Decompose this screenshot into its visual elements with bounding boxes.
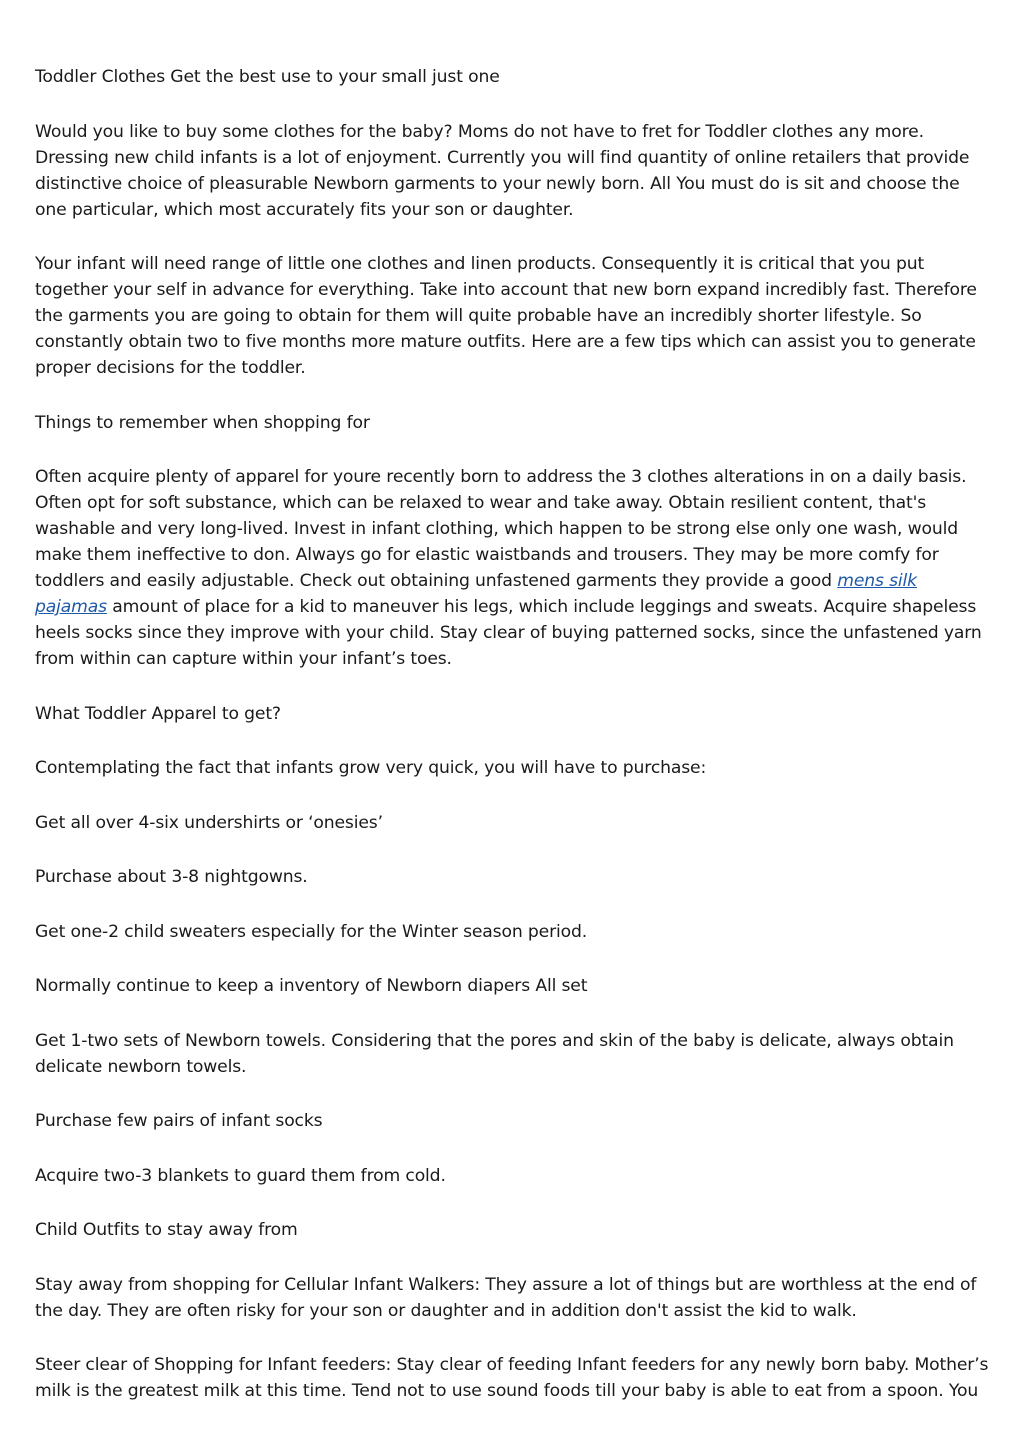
- heading-outfits-to-avoid: Child Outfits to stay away from: [35, 1220, 298, 1240]
- list-item: Get all over 4-six undershirts or ‘onesies’: [35, 812, 383, 833]
- paragraph-feeders: Steer clear of Shopping for Infant feeders: Stay clear of feeding Infant feeders for any newly born baby. Mother’s milk is the greatest milk at this time. Tend not to use sound foods till your baby is able to eat from a spoon. You: [35, 1355, 989, 1401]
- list-item: Purchase few pairs of infant socks: [35, 1111, 323, 1131]
- heading-things-to-remember: Things to remember when shopping for: [35, 412, 370, 433]
- document-title: Toddler Clothes Get the best use to your small just one: [35, 67, 500, 87]
- list-item: Acquire two-3 blankets to guard them from cold.: [35, 1165, 446, 1186]
- paragraph-shopping-tips-text-b: amount of place for a kid to maneuver his legs, which include leggings and sweats. Acquire shapeless heels socks since they improve with your child. Stay clear of buying patterned socks, since the unfastened yarn from within can capture within your infant’s toes.: [35, 597, 982, 669]
- paragraph-intro: Would you like to buy some clothes for the baby? Moms do not have to fret for Toddler clothes any more. Dressing new child infants is a lot of enjoyment. Currently you will find quantity of online retailers that provide distinctive choice of pleasurable Newborn garments to your newly born. All You must do is sit and choose the one particular, which most accurately fits your son or daughter.: [35, 121, 970, 220]
- list-item: Get 1-two sets of Newborn towels. Considering that the pores and skin of the baby is delicate, always obtain delicate newborn towels.: [35, 1030, 954, 1077]
- paragraph-walkers: Stay away from shopping for Cellular Infant Walkers: They assure a lot of things but are worthless at the end of the day. They are often risky for your son or daughter and in addition don't assist the kid to walk.: [35, 1274, 977, 1321]
- document-body: [35, 64, 993, 1433]
- heading-what-to-get: What Toddler Apparel to get?: [35, 703, 281, 724]
- paragraph-range: Your infant will need range of little one clothes and linen products. Consequently it is critical that you put together your self in advance for everything. Take into account that new born expand incredibly fast. Therefore the garments you are going to obtain for them will quite probable have an incredibly shorter lifestyle. So constantly obtain two to five months more mature outfits. Here are a few tips which can assist you to generate proper decisions for the toddler.: [35, 254, 977, 378]
- paragraph-shopping-tips: [35, 464, 993, 672]
- mens-silk-pajamas-link[interactable]: mens silk pajamas: [35, 571, 917, 617]
- paragraph-shopping-tips-text-a: Often acquire plenty of apparel for youre recently born to address the 3 clothes alterations in on a daily basis. Often opt for soft substance, which can be relaxed to wear and take away. Obtain resilient content, that's washable and very long-lived. Invest in infant clothing, which happen to be strong else only one wash, would make them ineffective to don. Always go for elastic waistbands and trousers. They may be more comfy for toddlers and easily adjustable. Check out obtaining unfastened garments they provide a good: [35, 467, 967, 591]
- list-item: Normally continue to keep a inventory of Newborn diapers All set: [35, 976, 588, 996]
- list-item: Purchase about 3-8 nightgowns.: [35, 867, 308, 887]
- paragraph-purchase-intro: Contemplating the fact that infants grow very quick, you will have to purchase:: [35, 758, 707, 778]
- list-item: Get one-2 child sweaters especially for the Winter season period.: [35, 921, 588, 942]
